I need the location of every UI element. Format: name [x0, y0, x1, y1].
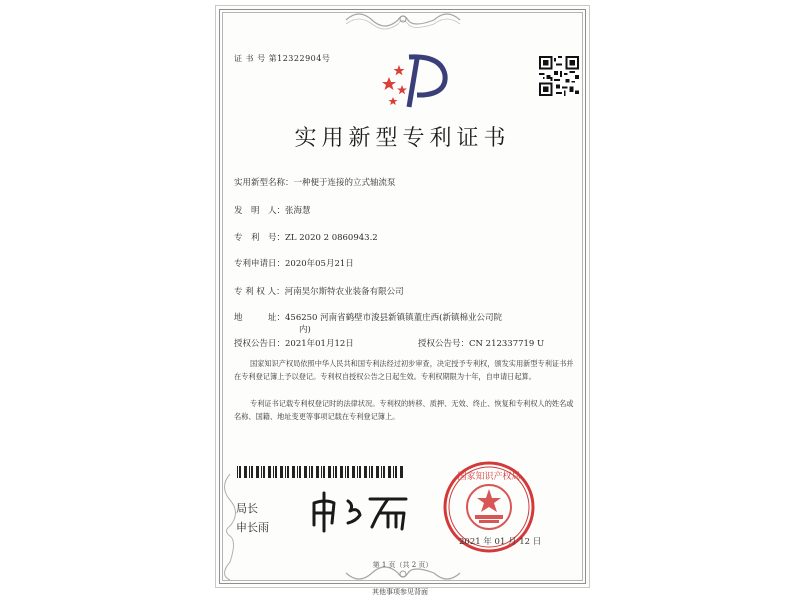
bottom-note: 其他事项参见背面	[372, 588, 428, 596]
application-date-field	[234, 257, 354, 269]
field-label: 专 利 权 人：	[234, 287, 285, 297]
field-label: 专利申请日：	[234, 259, 286, 269]
cnipa-logo-icon	[371, 51, 453, 113]
field-label: 专 利 号：	[234, 233, 286, 243]
handwritten-signature	[308, 489, 418, 533]
field-value: 2021年01月12日	[285, 339, 354, 349]
field-label: 地 址：	[234, 313, 286, 323]
field-value: 一种便于连接的立式轴流泵	[293, 178, 396, 188]
field-label: 发 明 人：	[234, 206, 286, 216]
field-label: 授权公告日：	[234, 339, 286, 349]
grant-date-field	[234, 337, 354, 349]
signatory-title: 局长	[236, 502, 258, 515]
field-label: 授权公告号：	[418, 339, 470, 349]
field-value: ZL 2020 2 0860943.2	[285, 233, 378, 243]
field-value: 张海慧	[285, 206, 311, 216]
field-label: 实用新型名称：	[234, 178, 294, 188]
seal-text: 国家知识产权局	[457, 472, 521, 482]
utility-model-name-field	[234, 176, 396, 188]
seal-date: 2021 年 01 月 12 日	[459, 537, 542, 547]
field-value: 河南昊尔斯特农业装备有限公司	[284, 287, 404, 297]
top-ornament	[344, 8, 462, 30]
grant-number-field	[418, 337, 544, 349]
legal-status-statement: 专利证书记载专利权登记时的法律状况。专利权的转移、质押、无效、终止、恢复和专利权人的姓名或名称、国籍、地址变更等事项记载在专利登记簿上。	[234, 399, 574, 421]
field-value: CN 212337719 U	[469, 339, 545, 349]
page-number: 第 1 页（共 2 页）	[372, 561, 433, 569]
field-value: 内)	[299, 325, 311, 335]
qr-code	[539, 56, 579, 96]
field-value: 2020年05月21日	[285, 259, 354, 269]
inventor-field	[234, 204, 311, 216]
certificate-title: 实用新型专利证书	[294, 126, 511, 151]
address-field	[234, 311, 502, 323]
grant-statement: 国家知识产权局依照中华人民共和国专利法经过初步审查，决定授予专利权，颁发实用新型专利证书并在专利登记簿上予以登记。专利权自授权公告之日起生效。专利权期限为十年，自申请日起算。	[234, 359, 574, 381]
patentee-field	[234, 285, 404, 297]
field-value: 456250 河南省鹤壁市浚县新镇镇董庄西(新镇棉业公司院	[285, 313, 502, 323]
certificate-number: 证 书 号 第12322904号	[234, 54, 331, 63]
barcode	[237, 466, 404, 478]
certificate-sheet	[215, 5, 590, 588]
patent-number-field	[234, 231, 378, 243]
signatory-name: 申长雨	[236, 521, 269, 534]
address-field-continued	[299, 323, 311, 335]
